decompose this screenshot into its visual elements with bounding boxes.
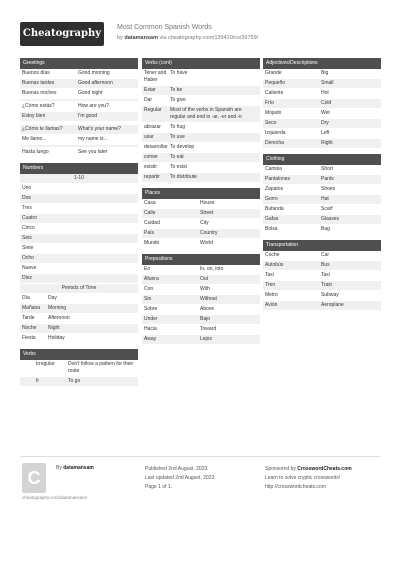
term-cell: Día <box>22 295 30 301</box>
translation-cell: Wet <box>321 110 330 116</box>
translation-cell: To hug <box>170 124 186 130</box>
table-row <box>142 153 260 163</box>
term-cell: abrazar <box>144 124 161 130</box>
term-cell: Taxi <box>265 272 274 278</box>
table-row <box>142 209 260 219</box>
table-row <box>263 291 381 301</box>
table-row <box>20 377 138 387</box>
table-row <box>263 195 381 205</box>
term-cell: Tener and Haber <box>144 70 167 83</box>
term-cell: Gorro <box>265 196 278 202</box>
term-cell: Hacia <box>144 326 157 332</box>
table-row <box>142 133 260 143</box>
translation-cell: Bus <box>321 262 330 268</box>
translation-cell: To eat <box>170 154 184 160</box>
column-3 <box>263 58 381 316</box>
section-header: Adjectives/Descriptions <box>263 58 381 69</box>
translation-cell: Good morning <box>78 70 110 76</box>
term-cell: Tarde <box>22 315 35 321</box>
table-row <box>20 334 138 344</box>
translation-cell: Scarf <box>321 206 333 212</box>
term-cell: En <box>144 266 151 272</box>
term-cell: Caliente <box>265 90 284 96</box>
table-row <box>20 314 138 324</box>
table-row <box>142 285 260 295</box>
table-row <box>142 335 260 345</box>
table-row <box>20 112 138 122</box>
translation-cell: To develop <box>170 144 195 150</box>
page-footer <box>20 456 380 516</box>
translation-cell: I'm good <box>78 113 98 119</box>
translation-cell: Good night <box>78 90 103 96</box>
translation-cell: Left <box>321 130 330 136</box>
table-row <box>142 69 260 86</box>
translation-cell: Street <box>200 210 214 216</box>
table-row <box>142 173 260 183</box>
table-row <box>20 135 138 145</box>
cheatography-logo[interactable]: Cheatography <box>20 22 104 46</box>
term-cell: Sobre <box>144 306 158 312</box>
term-cell: Regular <box>144 107 162 113</box>
table-row <box>263 261 381 271</box>
author-line: by datamansam via cheatography.com/139410/cs/39759/ <box>117 35 259 41</box>
table-row <box>20 148 138 158</box>
table-row <box>142 265 260 275</box>
table-row <box>263 69 381 79</box>
list-item: Siete <box>20 244 138 254</box>
table-row <box>142 219 260 229</box>
section-header: Places <box>142 188 260 199</box>
list-item: Diez <box>20 274 138 284</box>
list-item: Uno <box>20 184 138 194</box>
source-link[interactable]: via cheatography.com/139410/cs/39759/ <box>159 35 259 41</box>
table-row <box>142 106 260 123</box>
translation-cell: Dry <box>321 120 329 126</box>
author-link[interactable]: datamansam <box>124 35 158 41</box>
translation-cell: City <box>200 220 209 226</box>
column-1 <box>20 58 138 392</box>
adjectives-rows <box>263 69 381 149</box>
term-cell: Metro <box>265 292 278 298</box>
table-row <box>142 86 260 96</box>
term-cell: Coche <box>265 252 280 258</box>
translation-cell: Right <box>321 140 333 146</box>
term-cell: Bufanda <box>265 206 284 212</box>
translation-cell: Pants <box>321 176 334 182</box>
greetings-rows <box>20 69 138 158</box>
table-row <box>142 295 260 305</box>
table-row <box>263 251 381 261</box>
places-rows <box>142 199 260 249</box>
translation-cell: Big <box>321 70 329 76</box>
term-cell: Estoy bien <box>22 113 46 119</box>
term-cell: Hasta luego <box>22 149 49 155</box>
translation-cell: To exist <box>170 164 187 170</box>
translation-cell: Don't follow a pattern for their route <box>68 361 134 374</box>
periods-rows <box>20 294 138 344</box>
term-cell: Frío <box>265 100 274 106</box>
translation-cell: Most of the verbs in Spanish are regular and end in -ar, -er and -ir <box>170 107 242 120</box>
translation-cell: Train <box>321 282 333 288</box>
term-cell: Mañana <box>22 305 41 311</box>
page-title: Most Common Spanish Words <box>117 24 212 31</box>
term-cell: Noche <box>22 325 37 331</box>
term-cell: Dar <box>144 97 153 103</box>
translation-cell: Morning <box>48 305 67 311</box>
term-cell: Derecha <box>265 140 284 146</box>
translation-cell: In, on, into <box>200 266 224 272</box>
term-cell: Calle <box>144 210 156 216</box>
translation-cell: World <box>200 240 213 246</box>
table-row <box>263 301 381 311</box>
term-cell: Me llamo... <box>22 136 47 142</box>
table-row <box>263 185 381 195</box>
sponsor-url[interactable]: http://crosswordcheats.com <box>265 484 326 490</box>
list-item: Cuatro <box>20 214 138 224</box>
translation-cell: Glasses <box>321 216 340 222</box>
list-item: Tres <box>20 204 138 214</box>
translation-cell: Above <box>200 306 215 312</box>
numbers-list <box>20 184 138 284</box>
clothing-section <box>263 154 381 235</box>
term-cell: Tren <box>265 282 276 288</box>
publish-info: Published 2nd August, 2023. Last updated 2nd August, 2023. Page 1 of 1. <box>145 466 216 490</box>
table-row <box>263 205 381 215</box>
table-row <box>20 69 138 79</box>
verbs-cont-section <box>142 58 260 183</box>
translation-cell: Short <box>321 166 333 172</box>
translation-cell: To distribute <box>170 174 197 180</box>
clothing-rows <box>263 165 381 235</box>
table-row <box>263 89 381 99</box>
table-row <box>263 165 381 175</box>
sponsor-info: Sponsored by CrosswordCheats.com Learn to solve cryptic crosswords! http://crosswordcheats.com <box>265 466 352 490</box>
table-row <box>263 215 381 225</box>
translation-cell: Subway <box>321 292 339 298</box>
term-cell: usar <box>144 134 154 140</box>
translation-cell: Bag <box>321 226 330 232</box>
table-row <box>20 89 138 99</box>
translation-cell: Out <box>200 276 209 282</box>
term-cell: Pequeño <box>265 80 286 86</box>
term-cell: Pantalones <box>265 176 291 182</box>
term-cell: Casa <box>144 200 156 206</box>
table-row <box>142 143 260 153</box>
translation-cell: Toward <box>200 326 217 332</box>
term-cell: ¿Cómo te llamas? <box>22 126 63 132</box>
term-cell: Sin <box>144 296 152 302</box>
table-row <box>142 199 260 209</box>
translation-cell: Afternoon <box>48 315 70 321</box>
table-row <box>263 271 381 281</box>
table-row <box>263 109 381 119</box>
translation-cell: See you later <box>78 149 108 155</box>
section-header: Prepositions <box>142 254 260 265</box>
term-cell: Gafas <box>265 216 279 222</box>
places-section <box>142 188 260 249</box>
translation-cell: Without <box>200 296 217 302</box>
list-item: Nueve <box>20 264 138 274</box>
term-cell: Buenos días <box>22 70 50 76</box>
translation-cell: To use <box>170 134 185 140</box>
greetings-section <box>20 58 138 158</box>
author-avatar[interactable]: C <box>22 463 46 493</box>
translation-cell: House <box>200 200 215 206</box>
table-row <box>263 225 381 235</box>
transportation-section <box>263 240 381 311</box>
table-row <box>263 119 381 129</box>
list-item: Dos <box>20 194 138 204</box>
translation-cell: Aeroplane <box>321 302 344 308</box>
table-row <box>142 163 260 173</box>
verbs-rows <box>20 360 138 387</box>
term-cell: Seco <box>265 120 277 126</box>
table-row <box>20 360 138 377</box>
adjectives-section <box>263 58 381 149</box>
translation-cell: Bajo <box>200 316 211 322</box>
term-cell: repartir <box>144 174 160 180</box>
translation-cell: Holiday <box>48 335 65 341</box>
table-row <box>142 239 260 249</box>
translation-cell: Hat <box>321 196 329 202</box>
periods-subheading: Periods of Time <box>20 284 138 294</box>
table-row <box>142 315 260 325</box>
term-cell: Under <box>144 316 158 322</box>
term-cell: Buenas tardes <box>22 80 55 86</box>
term-cell: Irregular <box>36 361 55 367</box>
table-row <box>263 281 381 291</box>
translation-cell: Good afternoon <box>78 80 113 86</box>
column-2 <box>142 58 260 350</box>
footer-author-link[interactable]: datamansam <box>63 465 94 471</box>
section-header: Transportation <box>263 240 381 251</box>
term-cell: Autobús <box>265 262 284 268</box>
table-row <box>142 96 260 106</box>
translation-cell: How are you? <box>78 103 109 109</box>
term-cell: País <box>144 230 155 236</box>
verbs-section <box>20 349 138 387</box>
term-cell: Mundo <box>144 240 160 246</box>
term-cell: Camisa <box>265 166 282 172</box>
translation-cell: Small <box>321 80 334 86</box>
section-header: Verbs (cont) <box>142 58 260 69</box>
list-item: Seis <box>20 234 138 244</box>
translation-cell: To give <box>170 97 186 103</box>
section-header: Verbs <box>20 349 138 360</box>
prepositions-section <box>142 254 260 345</box>
term-cell: Bolsa <box>265 226 278 232</box>
section-header: Numbers <box>20 163 138 174</box>
translation-cell: With <box>200 286 210 292</box>
verbs-cont-rows <box>142 69 260 183</box>
page-header <box>0 0 400 55</box>
term-cell: Zapatos <box>265 186 284 192</box>
table-row <box>20 102 138 112</box>
table-row <box>142 305 260 315</box>
numbers-range: 1-10 <box>20 174 138 184</box>
footer-author: By datamansam <box>56 465 94 471</box>
table-row <box>142 325 260 335</box>
term-cell: Buenas noches <box>22 90 57 96</box>
table-row <box>263 79 381 89</box>
table-row <box>142 275 260 285</box>
table-row <box>20 79 138 89</box>
translation-cell: Day <box>48 295 57 301</box>
translation-cell: Lejos <box>200 336 212 342</box>
term-cell: Ir <box>36 378 40 384</box>
numbers-section <box>20 163 138 344</box>
term-cell: existir <box>144 164 158 170</box>
translation-cell: my name is... <box>78 136 108 142</box>
translation-cell: What's your name? <box>78 126 121 132</box>
transportation-rows <box>263 251 381 311</box>
sponsor-link[interactable]: CrosswordCheats.com <box>297 466 352 472</box>
term-cell: Avión <box>265 302 278 308</box>
table-row <box>263 175 381 185</box>
translation-cell: Cold <box>321 100 332 106</box>
translation-cell: To go <box>68 378 81 384</box>
section-header: Clothing <box>263 154 381 165</box>
term-cell: comer <box>144 154 158 160</box>
term-cell: Grande <box>265 70 282 76</box>
translation-cell: To be <box>170 87 183 93</box>
translation-cell: Hot <box>321 90 329 96</box>
translation-cell: Car <box>321 252 330 258</box>
translation-cell: Shoes <box>321 186 336 192</box>
term-cell: desarrollar <box>144 144 168 150</box>
term-cell: Fiesta <box>22 335 36 341</box>
table-row <box>263 99 381 109</box>
table-row <box>20 304 138 314</box>
prepositions-rows <box>142 265 260 345</box>
table-row <box>142 123 260 133</box>
term-cell: Cuidad <box>144 220 160 226</box>
term-cell: Con <box>144 286 154 292</box>
term-cell: ¿Cómo estás? <box>22 103 55 109</box>
table-row <box>263 139 381 149</box>
list-item: Cinco <box>20 224 138 234</box>
term-cell: Izquierda <box>265 130 286 136</box>
term-cell: Away <box>144 336 157 342</box>
list-item: Ocho <box>20 254 138 264</box>
translation-cell: Taxi <box>321 272 330 278</box>
table-row <box>20 324 138 334</box>
table-row <box>20 294 138 304</box>
table-row <box>142 229 260 239</box>
term-cell: Mojado <box>265 110 282 116</box>
table-row <box>20 125 138 135</box>
translation-cell: To have <box>170 70 188 76</box>
table-row <box>263 129 381 139</box>
section-header: Greetings <box>20 58 138 69</box>
translation-cell: Country <box>200 230 218 236</box>
profile-url[interactable]: cheatography.com/datamansam/ <box>22 495 88 500</box>
translation-cell: Night <box>48 325 60 331</box>
term-cell: Afuera <box>144 276 159 282</box>
term-cell: Estar <box>144 87 156 93</box>
